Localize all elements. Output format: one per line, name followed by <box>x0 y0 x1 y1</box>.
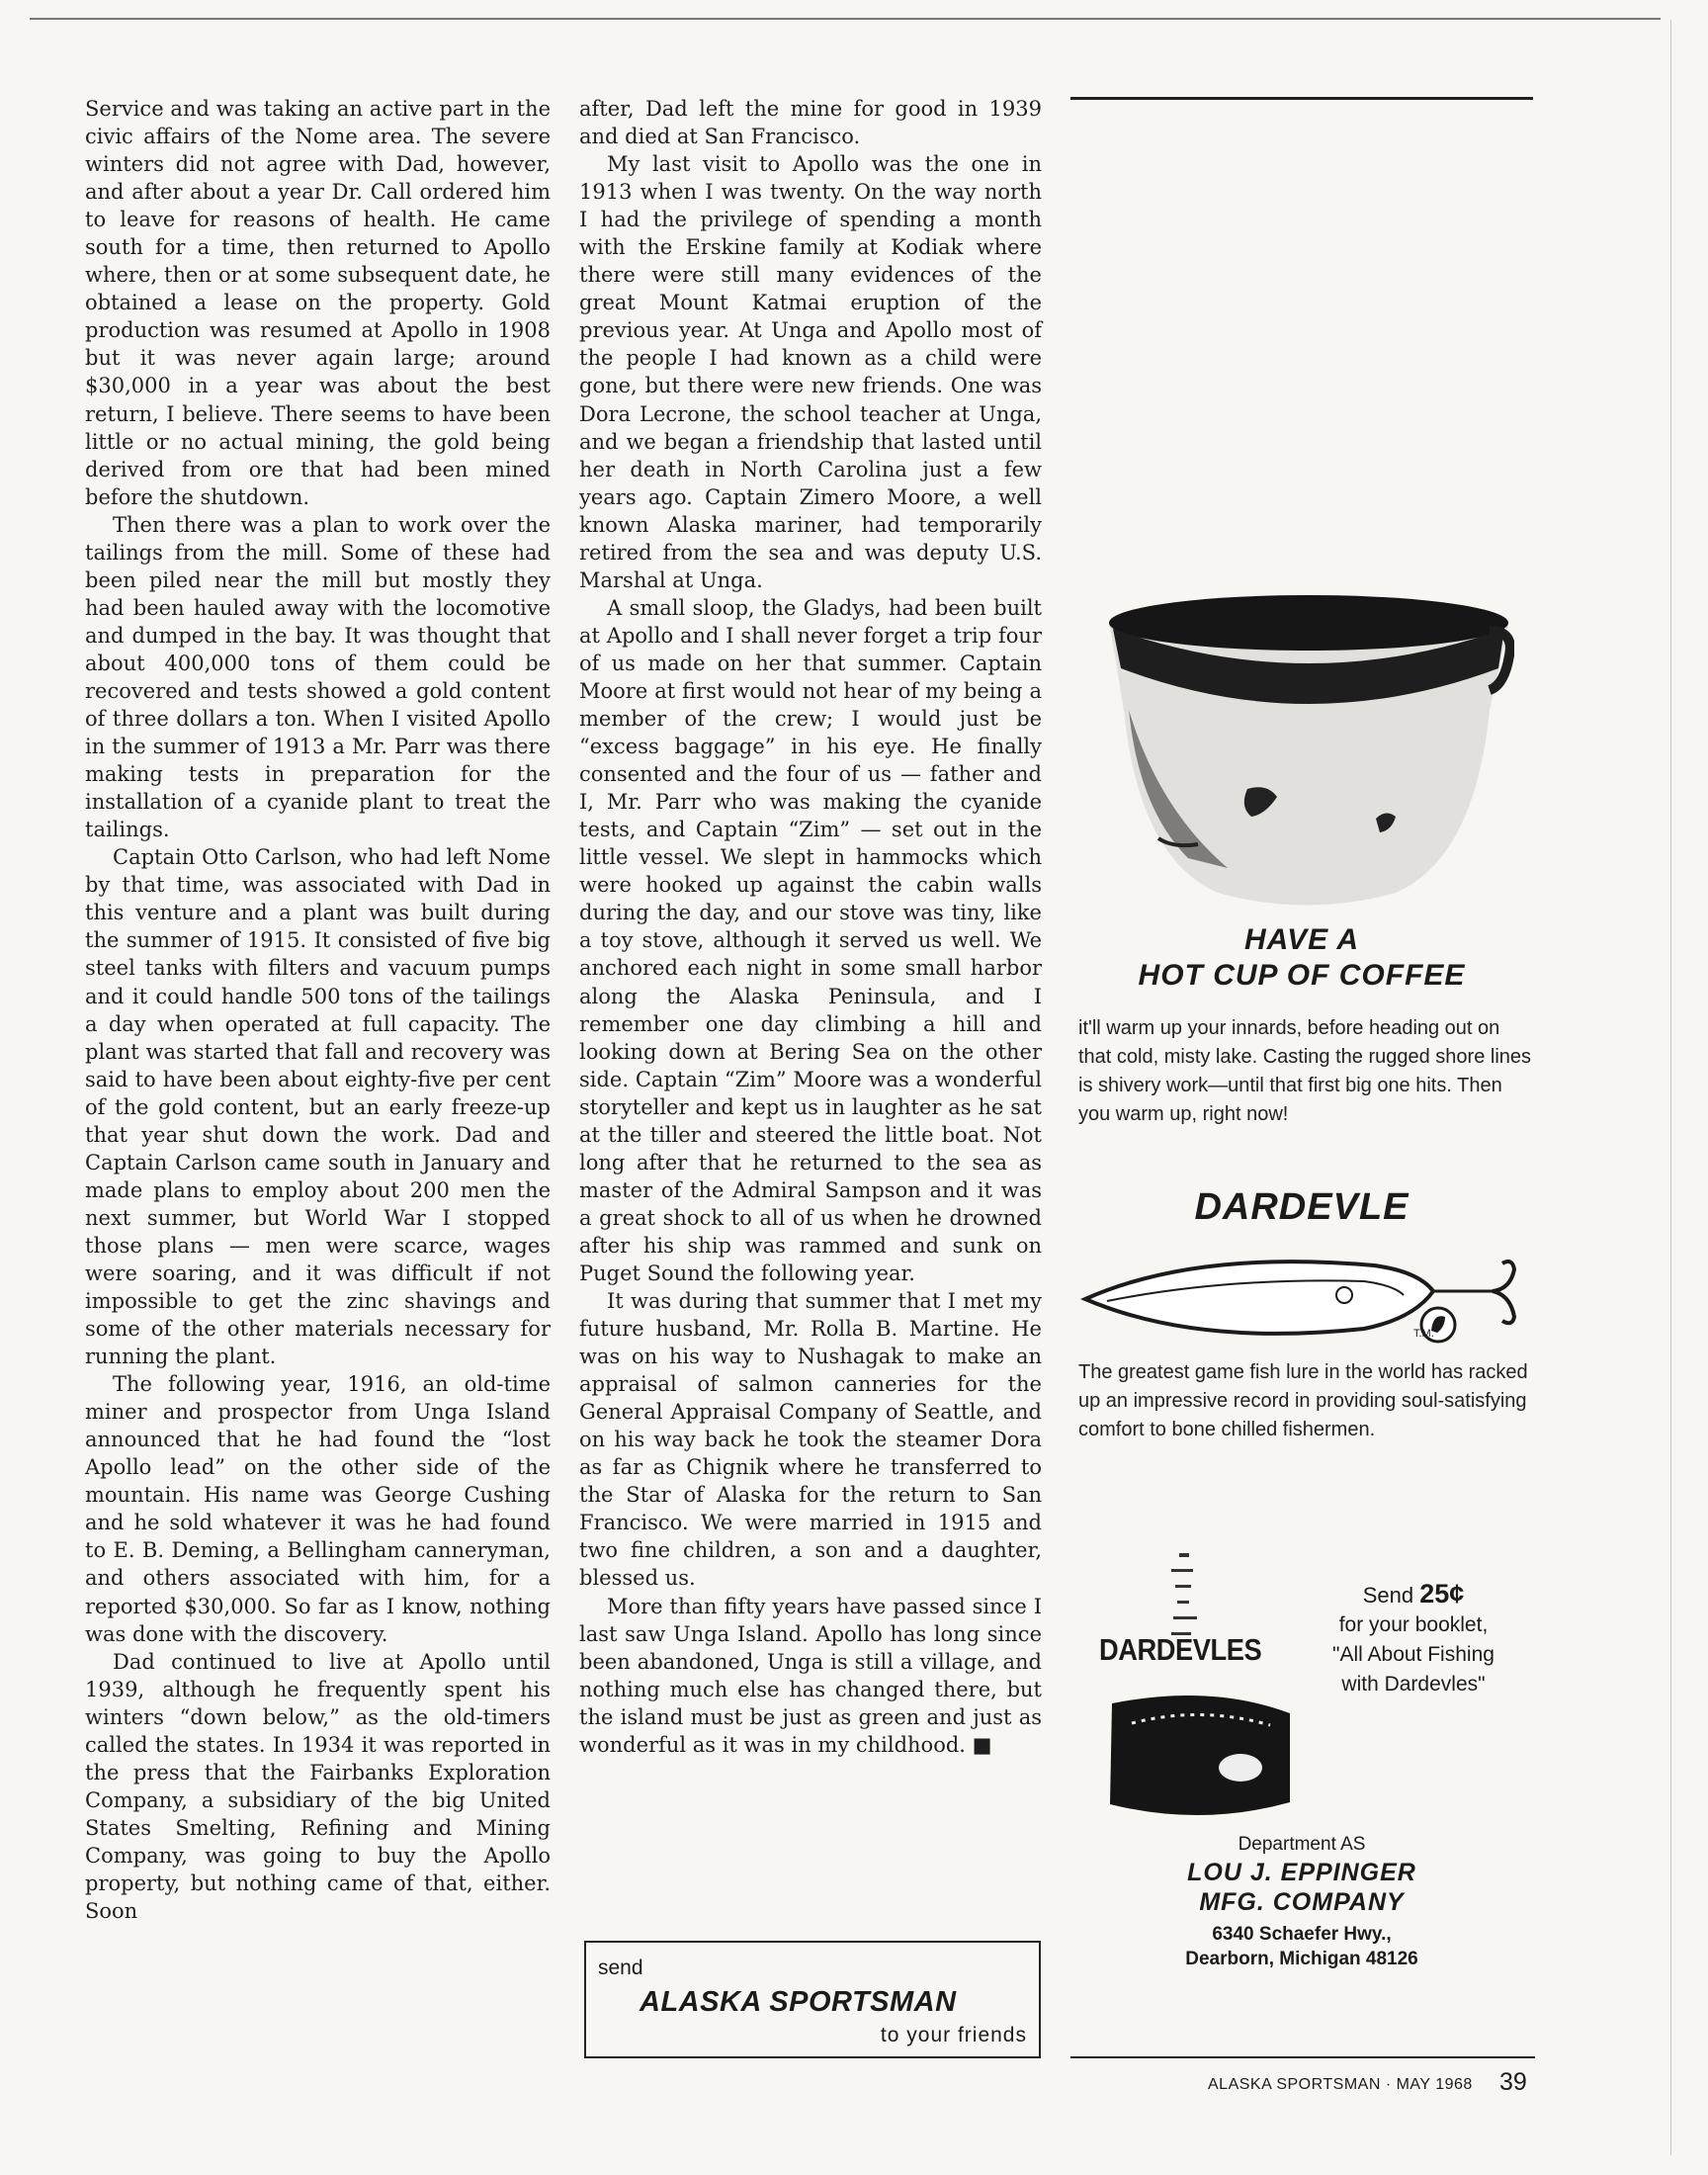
company-name-line-1: LOU J. EPPINGER <box>1187 1859 1416 1886</box>
paragraph: My last visit to Apollo was the one in 1913 when I was twenty. On the way north I had the privilege of spending a month with the Erskine family at Kodiak where there were still many evidences of the great Mount Katmai eruption of the previous year. At Unga and Apollo most of the people I had known as a child were gone, but there were new friends. One was Dora Lecrone, the school teacher at Unga, and we began a friendship that lasted until her death in North Carolina just a few years ago. Captain Zimero Moore, a well known Alaska mariner, had temporarily retired from the sea and was deputy U.S. Marshal at Unga. <box>579 152 1042 592</box>
paragraph: Dad continued to live at Apollo until 1939, although he frequently spent his winters “down below,” as the old-timers called the states. In 1934 it was reported in the press that the Fairbanks Exploration Company, a subsidiary of the big United States Smelting, Refining and Mining Company, was going to buy the Apollo property, but nothing came of that, either. Soon <box>85 1649 551 1924</box>
send-prefix: Send <box>1362 1583 1414 1608</box>
paragraph: Service and was taking an active part in the civic affairs of the Nome area. The severe winters did not agree with Dad, however, and after about a year Dr. Call ordered him to leave for reasons of health. He came south for a time, then returned to Apollo where, then or at some subsequent date, he obtained a lease on the property. Gold production was resumed at Apollo in 1908 but it was never again large; around $30,000 in a year was about the best return, I believe. There seems to have been little or no actual mining, the gold being derived from ore that had been mined before the shutdown. <box>85 97 551 509</box>
paragraph: after, Dad left the mine for good in 1939 and died at San Francisco. <box>579 97 1042 149</box>
booklet-line-4: with Dardevles" <box>1341 1673 1486 1696</box>
trademark-mark: T.M. <box>1413 1328 1434 1340</box>
ad-brand-title: DARDEVLE <box>1194 1186 1409 1228</box>
article-column-1 <box>85 95 551 1925</box>
send-price-line <box>1290 1579 1537 1610</box>
ad-headline-line-1: HAVE A <box>1243 923 1359 956</box>
send-to-friends-box <box>584 1941 1041 2058</box>
paragraph: Then there was a plan to work over the tailings from the mill. Some of these had been piled near the mill but mostly they had been hauled away with the locomotive and dumped in the bay. It was thought that about 400,000 tons of them could be recovered and tests showed a gold content of three dollars a ton. When I visited Apollo in the summer of 1913 a Mr. Parr was there making tests in preparation for the installation of a cyanide plant to treat the tailings. <box>85 512 551 842</box>
ad-coffee-copy: it'll warm up your innards, before heading out on that cold, misty lake. Casting the rugged shore lines is shivery work—until that first big one hits. Then you warm up, right now! <box>1078 1017 1532 1125</box>
booklet-cover-illustration <box>1092 1545 1320 1822</box>
footer-rule <box>1070 2056 1535 2058</box>
paragraph: A small sloop, the Gladys, had been built at Apollo and I shall never forget a trip four of us made on her that summer. Captain Moore at first would not hear of my being a member of the crew; I would just be “excess baggage” in his eye. He finally consented and the four of us — father and I, Mr. Parr who was making the cyanide tests, and Captain “Zim” — set out in the little vessel. We slept in hammocks which were hooked up against the cabin walls during the day, and our stove was tiny, like a toy stove, although it served us well. We anchored each night in some small harbor along the Alaska Peninsula, and I remember one day climbing a hill and looking down at Bering Sea on the other side. Captain “Zim” Moore was a wonderful storyteller and kept us in laughter as he sat at the tiller and steered the little boat. Not long after that he returned to the sea as master of the Admiral Sampson and it was a great shock to all of us when he drowned after his ship was rammed and sunk on Puget Sound the following year. <box>579 595 1042 1285</box>
paragraph: The following year, 1916, an old-time miner and prospector from Unga Island announced that he had found the “lost Apollo lead” on the other side of the mountain. His name was George Cushing and he sold whatever it was he had found to E. B. Deming, a Bellingham canneryman, and others associated with him, for a reported $30,000. So far as I know, nothing was done with the discovery. <box>85 1372 551 1646</box>
booklet-offer <box>1290 1579 1537 1699</box>
ad-headline-line-2: HOT CUP OF COFFEE <box>1138 959 1466 992</box>
to-friends-label: to your friends <box>880 2024 1027 2046</box>
magazine-name: ALASKA SPORTSMAN <box>640 1986 957 2018</box>
paragraph: More than fifty years have passed since I last saw Unga Island. Apollo has long since been abandoned, Unga is still a village, and nothing much else has changed there, but the island must be just as green and just as wonderful as it was in my childhood. ■ <box>579 1594 1042 1757</box>
footer-magazine-date: ALASKA SPORTSMAN · MAY 1968 <box>1208 2076 1473 2093</box>
address-line-1: 6340 Schaefer Hwy., <box>1212 1924 1392 1945</box>
ad-top-rule <box>1070 97 1533 100</box>
page-number: 39 <box>1499 2068 1527 2096</box>
send-label: send <box>598 1957 643 1979</box>
booklet-brand-name: DARDEVLES <box>1099 1632 1262 1667</box>
coffee-cup-illustration <box>1099 591 1514 908</box>
booklet-line-3: "All About Fishing <box>1332 1643 1494 1666</box>
article-column-2 <box>579 95 1042 1759</box>
ad-lure-copy: The greatest game fish lure in the world has racked up an impressive record in providing soul-satisfying comfort to bone chilled fishermen. <box>1078 1361 1528 1440</box>
department: Department AS <box>1238 1834 1366 1855</box>
paragraph: Captain Otto Carlson, who had left Nome by that time, was associated with Dad in this venture and a plant was built during the summer of 1915. It consisted of five big steel tanks with filters and vacuum pumps and it could handle 500 tons of the tailings a day when operated at full capacity. The plant was started that fall and recovery was said to have been about eighty-five per cent of the gold content, but an early freeze-up that year shut down the work. Dad and Captain Carlson came south in January and made plans to employ about 200 men the next summer, but World War I stopped those plans — men were scarce, wages were soaring, and it was difficult if not impossible to get the zinc shavings and some of the other materials necessary for running the plant. <box>85 845 551 1369</box>
top-border-line <box>30 18 1661 20</box>
paragraph: It was during that summer that I met my future husband, Mr. Rolla B. Martine. He was on his way to Nushagak to make an appraisal of salmon canneries for the General Appraisal Company of Seattle, and on his way back he took the steamer Dora as far as Chignik where he transferred to the Star of Alaska for the return to San Francisco. We were married in 1915 and two fine children, a son and a daughter, blessed us. <box>579 1289 1042 1591</box>
company-name-line-2: MFG. COMPANY <box>1199 1888 1405 1916</box>
dardevle-lure-illustration <box>1077 1248 1542 1356</box>
booklet-line-2: for your booklet, <box>1338 1613 1489 1636</box>
page-edge-line <box>1670 20 1671 2155</box>
address-line-2: Dearborn, Michigan 48126 <box>1185 1949 1418 1969</box>
price: 25¢ <box>1419 1579 1465 1609</box>
